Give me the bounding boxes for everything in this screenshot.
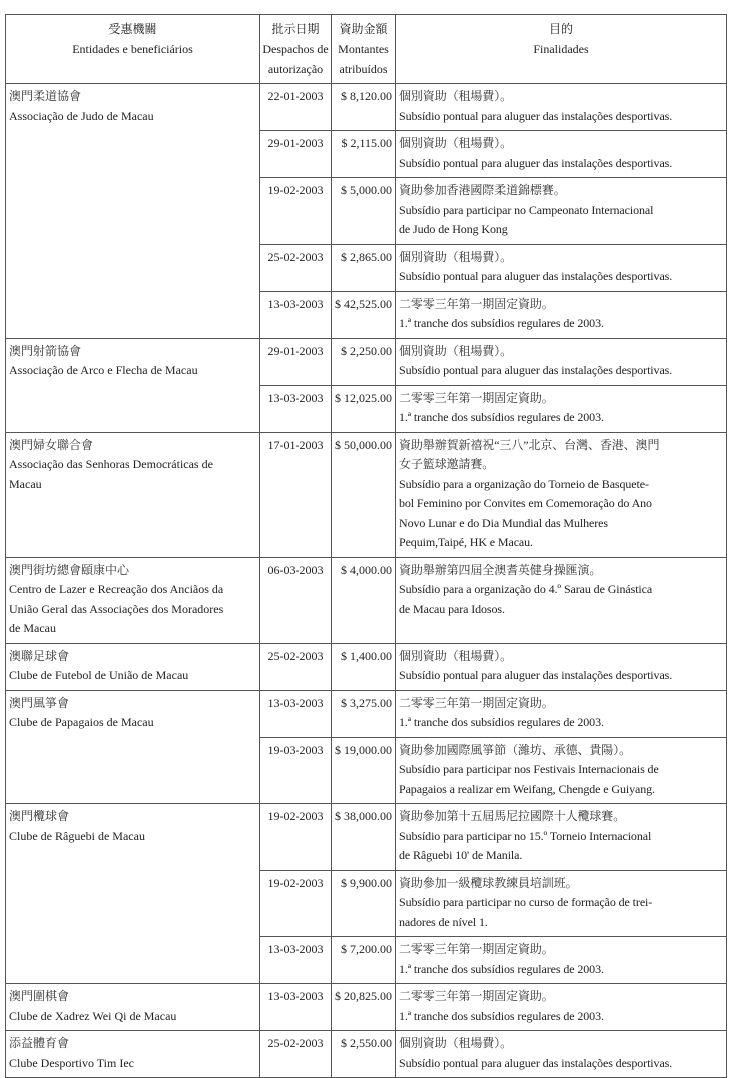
- grant-date: 19-02-2003: [260, 804, 332, 871]
- table-row: [6, 643, 727, 690]
- grant-date: 19-02-2003: [260, 870, 332, 937]
- entity-cell: [6, 84, 260, 339]
- entity-cell: [6, 557, 260, 643]
- grant-purpose: [396, 244, 727, 291]
- grant-purpose: [396, 937, 727, 984]
- grant-date: 25-02-2003: [260, 643, 332, 690]
- table-header-row: [6, 15, 727, 84]
- purpose-zh: 資助舉辦第四屆全澳耆英健身操匯演。: [399, 562, 602, 577]
- entity-cell: [6, 1031, 260, 1078]
- grant-date: 19-02-2003: [260, 178, 332, 245]
- purpose-zh: 個別資助（租場費）。: [399, 1036, 513, 1050]
- purpose-pt: 1.ª tranche dos subsídios regulares de 2003.: [399, 1008, 604, 1023]
- grant-amount: $ 7,200.00: [332, 937, 396, 984]
- grant-date: 13-03-2003: [260, 937, 332, 984]
- grant-amount: $ 20,825.00: [332, 984, 396, 1031]
- entity-cell: [6, 984, 260, 1031]
- header-purpose-zh: 目的: [548, 22, 573, 36]
- purpose-zh: 個別資助（租場費）。: [399, 648, 513, 663]
- grant-purpose: [396, 557, 727, 643]
- grant-date: 13-03-2003: [260, 291, 332, 338]
- grant-amount: $ 4,000.00: [332, 557, 396, 643]
- header-amount-zh: 資助金額: [339, 22, 388, 36]
- header-entity-pt: Entidades e beneficiários: [72, 42, 193, 56]
- purpose-zh: 資助舉辦賀新禧祝“三八”北京、台灣、香港、澳門 女子籃球邀請賽。: [399, 437, 660, 471]
- entity-name-zh: 澳門婦女聯合會: [9, 437, 94, 452]
- grant-amount: $ 12,025.00: [332, 385, 396, 432]
- header-entity-zh: 受惠機關: [108, 22, 157, 36]
- purpose-pt: Subsídio pontual para aluguer das instalações desportivas.: [399, 108, 673, 123]
- purpose-pt: Subsídio para participar no curso de formação de trei- nadores de nível 1.: [399, 895, 653, 929]
- grant-purpose: [396, 84, 727, 131]
- grant-amount: $ 3,275.00: [332, 690, 396, 737]
- grant-amount: $ 9,900.00: [332, 870, 396, 937]
- purpose-pt: Subsídio pontual para aluguer das instalações desportivas.: [399, 668, 673, 682]
- grant-purpose: [396, 1031, 727, 1078]
- header-amount-pt: Montantes atribuídos: [338, 42, 389, 76]
- grant-purpose: [396, 984, 727, 1031]
- grant-date: 17-01-2003: [260, 432, 332, 557]
- table-row: [6, 984, 727, 1031]
- purpose-zh: 資助參加一級欖球教練員培訓班。: [399, 875, 578, 890]
- grant-date: 22-01-2003: [260, 84, 332, 131]
- entity-cell: [6, 804, 260, 984]
- entity-name-pt: Clube de Futebol de União de Macau: [9, 668, 189, 682]
- purpose-pt: Subsídio pontual para aluguer das instalações desportivas.: [399, 155, 673, 170]
- purpose-zh: 個別資助（租場費）。: [399, 249, 513, 264]
- grant-date: 25-02-2003: [260, 244, 332, 291]
- entity-name-pt: Associação das Senhoras Democráticas de Macau: [9, 457, 213, 491]
- grant-date: 29-01-2003: [260, 338, 332, 385]
- purpose-pt: Subsídio para participar no 15.º Torneio Internacional de Râguebi 10' de Manila.: [399, 828, 652, 862]
- grant-date: 13-03-2003: [260, 984, 332, 1031]
- entity-name-pt: Clube de Papagaios de Macau: [9, 715, 154, 729]
- entity-cell: [6, 643, 260, 690]
- entity-name-pt: Associação de Arco e Flecha de Macau: [9, 363, 198, 377]
- header-date-zh: 批示日期: [271, 22, 320, 36]
- header-date-pt: Despachos de autorização: [262, 42, 329, 76]
- purpose-pt: Subsídio pontual para aluguer das instalações desportivas.: [399, 363, 673, 377]
- purpose-pt: Subsídio para a organização do 4.º Sarau de Ginástica de Macau para Idosos.: [399, 582, 653, 616]
- purpose-pt: Subsídio pontual para aluguer das instalações desportivas.: [399, 269, 673, 283]
- grant-amount: $ 1,400.00: [332, 643, 396, 690]
- entity-cell: [6, 432, 260, 557]
- table-row: [6, 557, 727, 643]
- grant-amount: $ 2,115.00: [332, 131, 396, 178]
- entity-name-zh: 澳門圍棋會: [9, 989, 70, 1003]
- grant-purpose: [396, 291, 727, 338]
- purpose-pt: Subsídio para a organização do Torneio de Basquete- bol Feminino por Convites em Comemoração do Ano Novo Lunar e do Dia Mundial das Mulheres Pequim,Taipé, HK e Macau.: [399, 476, 652, 549]
- purpose-zh: 二零零三年第一期固定資助。: [399, 942, 554, 956]
- purpose-zh: 資助參加國際風箏節（濰坊、承德、貴陽）。: [399, 742, 632, 757]
- grant-purpose: [396, 737, 727, 804]
- grant-purpose: [396, 432, 727, 557]
- entity-name-pt: Associação de Judo de Macau: [9, 108, 154, 123]
- entity-name-pt: Clube de Xadrez Wei Qi de Macau: [9, 1008, 177, 1023]
- grant-date: 13-03-2003: [260, 690, 332, 737]
- purpose-zh: 二零零三年第一期固定資助。: [399, 390, 554, 405]
- grant-purpose: [396, 643, 727, 690]
- grant-amount: $ 5,000.00: [332, 178, 396, 245]
- header-purpose: [396, 15, 727, 84]
- grant-date: 25-02-2003: [260, 1031, 332, 1078]
- purpose-pt: 1.ª tranche dos subsídios regulares de 2003.: [399, 961, 604, 976]
- entity-name-pt: Clube de Râguebi de Macau: [9, 828, 145, 843]
- grant-purpose: [396, 690, 727, 737]
- purpose-pt: 1.ª tranche dos subsídios regulares de 2003.: [399, 316, 604, 330]
- entity-name-zh: 澳門街坊總會頤康中心: [9, 562, 130, 577]
- grant-amount: $ 19,000.00: [332, 737, 396, 804]
- table-row: [6, 1031, 727, 1078]
- table-row: [6, 432, 727, 557]
- table-row: [6, 84, 727, 131]
- table-row: [6, 804, 727, 871]
- grant-purpose: [396, 131, 727, 178]
- purpose-zh: 二零零三年第一期固定資助。: [399, 989, 554, 1003]
- grant-amount: $ 42,525.00: [332, 291, 396, 338]
- header-amount: [332, 15, 396, 84]
- entity-name-zh: 澳門射箭協會: [9, 343, 82, 358]
- entity-name-pt: Clube Desportivo Tim Iec: [9, 1055, 134, 1070]
- grant-date: 06-03-2003: [260, 557, 332, 643]
- subsidy-table: [5, 14, 727, 1078]
- header-purpose-pt: Finalidades: [533, 42, 589, 56]
- grant-purpose: [396, 804, 727, 871]
- header-entity: [6, 15, 260, 84]
- entity-name-zh: 澳門欖球會: [9, 809, 70, 823]
- header-date: [260, 15, 332, 84]
- grant-purpose: [396, 870, 727, 937]
- entity-name-zh: 添益體育會: [9, 1036, 70, 1050]
- entity-cell: [6, 338, 260, 432]
- grant-purpose: [396, 385, 727, 432]
- grant-amount: $ 50,000.00: [332, 432, 396, 557]
- entity-cell: [6, 690, 260, 804]
- grant-purpose: [396, 178, 727, 245]
- purpose-pt: Subsídio para participar no Campeonato Internacional de Judo de Hong Kong: [399, 202, 654, 236]
- purpose-zh: 資助參加香港國際柔道錦標賽。: [399, 183, 566, 197]
- grant-purpose: [396, 338, 727, 385]
- grant-date: 29-01-2003: [260, 131, 332, 178]
- grant-amount: $ 2,550.00: [332, 1031, 396, 1078]
- purpose-zh: 個別資助（租場費）。: [399, 343, 513, 358]
- grant-amount: $ 2,865.00: [332, 244, 396, 291]
- grant-date: 19-03-2003: [260, 737, 332, 804]
- table-row: [6, 690, 727, 737]
- entity-name-pt: Centro de Lazer e Recreação dos Anciãos da União Geral das Associações dos Moradores de Macau: [9, 582, 224, 635]
- grant-date: 13-03-2003: [260, 385, 332, 432]
- grant-amount: $ 2,250.00: [332, 338, 396, 385]
- grant-amount: $ 8,120.00: [332, 84, 396, 131]
- purpose-pt: 1.ª tranche dos subsídios regulares de 2003.: [399, 715, 604, 729]
- entity-name-zh: 澳門柔道協會: [9, 89, 82, 103]
- purpose-zh: 二零零三年第一期固定資助。: [399, 296, 554, 311]
- purpose-zh: 資助參加第十五屆馬尼拉國際十人欖球賽。: [399, 809, 626, 823]
- purpose-zh: 個別資助（租場費）。: [399, 136, 513, 150]
- entity-name-zh: 澳門風箏會: [9, 695, 70, 710]
- purpose-pt: 1.ª tranche dos subsídios regulares de 2003.: [399, 410, 604, 424]
- purpose-pt: Subsídio pontual para aluguer das instalações desportivas.: [399, 1055, 673, 1070]
- purpose-zh: 個別資助（租場費）。: [399, 89, 513, 103]
- grant-amount: $ 38,000.00: [332, 804, 396, 871]
- entity-name-zh: 澳聯足球會: [9, 648, 70, 663]
- purpose-zh: 二零零三年第一期固定資助。: [399, 695, 554, 710]
- table-body: [6, 84, 727, 1078]
- purpose-pt: Subsídio para participar nos Festivais Internacionais de Papagaios a realizar em Weifang, Chengde e Guiyang.: [399, 762, 659, 796]
- table-row: [6, 338, 727, 385]
